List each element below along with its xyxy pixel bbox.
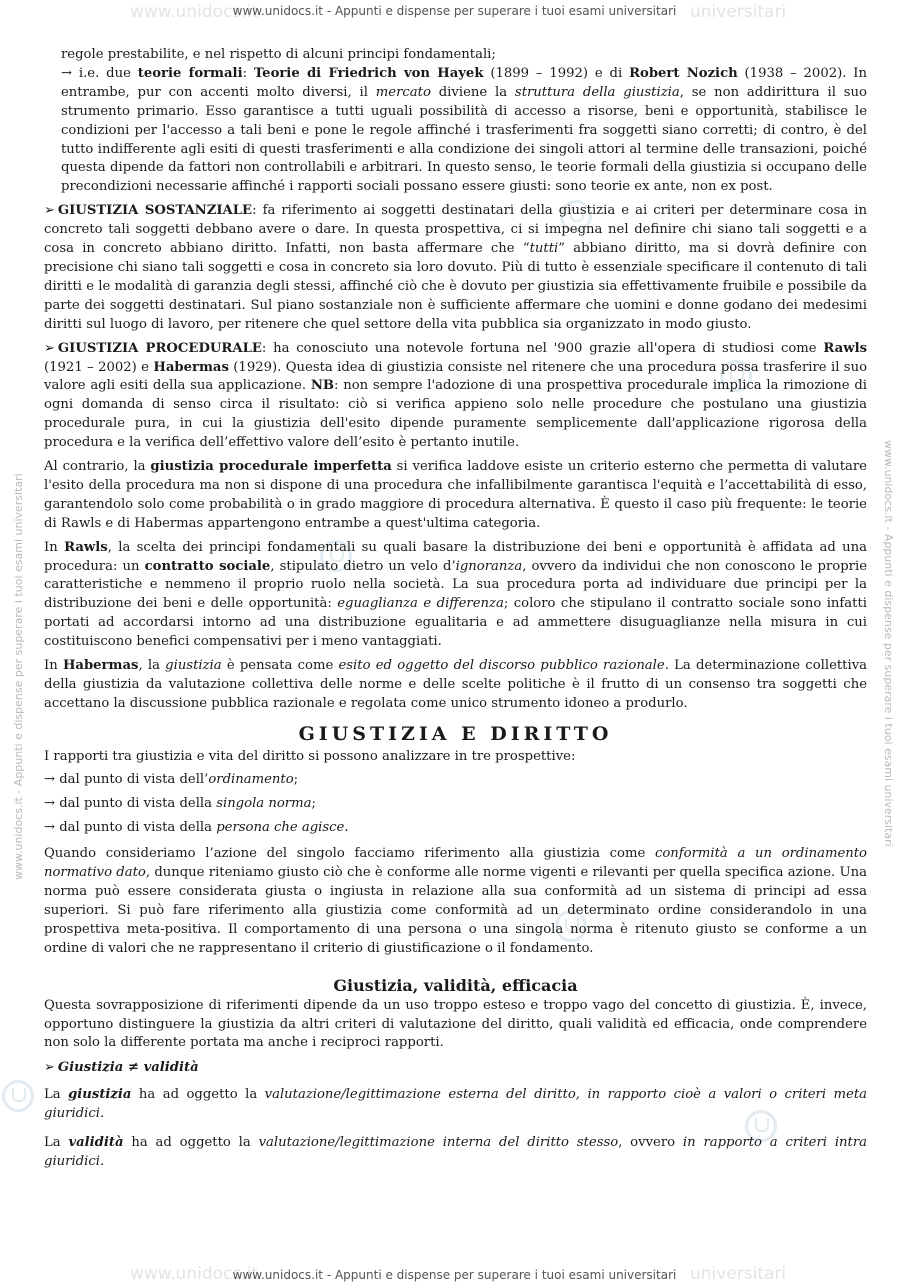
paragraph-rawls: In Rawls, la scelta dei principi fondamentali su quali basare la distribuzione dei beni e opportunità è affidata ad una procedura: un contratto sociale, stipulato dietro un velo d’ignoranza, ovvero da individui che non conoscono le proprie caratteristiche e nemmeno il proprio ruolo nella società. La sua procedura porta ad individuare due principi per la distribuzione dei beni e delle opportunità: eguaglianza e differenza; coloro che stipulano il contratto sociale sono infatti portati ad accordarsi intorno ad una distribuzione egualitaria e ad ammettere disuguaglianze nella misura in cui costituiscono benefici compensativi per i meno vantaggiati. bbox=[44, 539, 868, 650]
paragraph-sovrapposizione: Questa sovrapposizione di riferimenti dipende da un uso troppo esteso e troppo vago del concetto di giustizia. È, invece, opportuno distinguere la giustizia da altri criteri di valutazione del diritto, quali validità ed efficacia, onde comprendere non solo la differente portata ma anche i reciproci rapporti. bbox=[44, 997, 867, 1051]
paragraph-giustizia-procedurale: ➢ GIUSTIZIA PROCEDURALE: ha conosciuto una notevole fortuna nel '900 grazie all'opera di studiosi come Rawls (1921 – 2002) e Habermas (1929). Questa idea di giustizia consiste nel ritenere che una procedura possa trasferire il suo valore agli esiti della sua applicazione. NB: non sempre l'adozione di una prospettiva procedurale implica la rimozione di ogni domanda di senso circa il risultato: ciò si verifica appieno solo nelle procedure che postulano una giustizia procedurale pura, in cui la giustizia dell'esito dipende puramente semplicemente dall'applicazione rigorosa della procedura e la verifica dell’effettivo valore dell’esito è pertanto inutile. bbox=[44, 340, 867, 453]
paragraph-conformita: Quando consideriamo l’azione del singolo facciamo riferimento alla giustizia come conformità a un ordinamento normativo dato, dunque riteniamo giusto ciò che è conforme alle norme vigenti e rilevanti per quella specifica azione. Una norma può essere considerata giusta o ingiusta in relazione alla sua conformità ad un sistema di principi ad essa superiori. Si può fare riferimento alla giustizia come conformità ad un determinato ordine considerandolo in una prospettiva meta-positiva. Il comportamento di una persona o una singola norma è ritenuto giusto se conforme a un ordine di valori che ne rappresentano il criterio di giustificazione o il fondamento. bbox=[44, 846, 867, 956]
list-item: → dal punto di vista dell’ordinamento; bbox=[44, 772, 299, 788]
paragraph-giustizia-sostanziale: ➢ GIUSTIZIA SOSTANZIALE: fa riferimento ai soggetti destinatari della giustizia e ai criteri per determinare cosa in concreto tali soggetti debbano avere o dare. In questa prospettiva, ci si impegna nel definire chi siano tali soggetti e a cosa in concreto abbiano diritto. Infatti, non basta affermare che “tutti” abbiano diritto, ma si dovrà definire con precisione chi siano tali soggetti e cosa in concreto sia loro dovuto. Più di tutto è essenziale specificare il contenuto di tali diritti e le modalità di garanzia degli stessi, affinché ciò che è dovuto per giustizia sia effettivamente fruibile e possibile da parte dei soggetti destinatari. Sul piano sostanziale non è sufficiente affermare che uomini e donne godano dei medesimi diritti sul luogo di lavoro, per ritenere che quel settore della vita pubblica sia organizzato in modo giusto. bbox=[44, 202, 867, 334]
paragraph-giustizia-def: La giustizia ha ad oggetto la valutazione/legittimazione esterna del diritto, in rapporto cioè a valori o criteri meta giuridici. bbox=[44, 1087, 868, 1122]
list-item: → dal punto di vista della persona che agisce. bbox=[44, 819, 349, 835]
subsection-heading: Giustizia, validità, efficacia bbox=[333, 975, 578, 995]
bullet-giustizia-validita: ➢ Giustizia ≠ validità bbox=[44, 1059, 867, 1078]
watermark-text: www.unidocs.it bbox=[130, 1264, 259, 1284]
list-item: → dal punto di vista della singola norma; bbox=[44, 796, 316, 811]
paragraph-formal-theories: → i.e. due teorie formali: Teorie di Friedrich von Hayek (1899 – 1992) e di Robert Nozich (1938 – 2002). In entrambe, pur con accenti molto diversi, il mercato diviene la struttura della giustizia, se non addirittura il suo strumento primario. Esso garantisce a tutti uguali possibilità di accesso a risorse, beni e opportunità, stabilisce le condizioni per l'accesso a tali beni e pone le regole affinché i trasferimenti fra soggetti siano corretti; di contro, è del tutto indifferente agli esiti di questi trasferimenti e alla condizione dei singoli attori al termine delle transazioni, poiché questa dipende da fattori non controllabili e arbitrari. In questo senso, le teorie formali della giustizia si occupano delle precondizioni necessarie affinché i rapporti sociali possano essere giusti: sono teorie ex ante, non ex post. bbox=[61, 65, 867, 195]
paragraph: regole prestabilite, e nel rispetto di alcuni principi fondamentali; bbox=[61, 47, 496, 62]
watermark-text: universitari bbox=[690, 1264, 787, 1284]
watermark-text: www.unidocs.it bbox=[130, 2, 259, 22]
side-watermark-left: www.unidocs.it - Appunti e dispense per superare i tuoi esami universitari bbox=[12, 473, 25, 880]
side-watermark-right: www.unidocs.it - Appunti e dispense per superare i tuoi esami universitari bbox=[882, 440, 895, 847]
list-intro: I rapporti tra giustizia e vita del diritto si possono analizzare in tre prospettive: bbox=[44, 748, 576, 764]
paragraph-validita-def: La validità ha ad oggetto la valutazione/legittimazione interna del diritto stesso, ovvero in rapporto a criteri intra giuridici. bbox=[44, 1135, 868, 1169]
page-header: www.unidocs.it - Appunti e dispense per superare i tuoi esami universitari bbox=[232, 4, 677, 18]
paragraph-habermas: In Habermas, la giustizia è pensata come esito ed oggetto del discorso pubblico razionale. La determinazione collettiva della giustizia da valutazione collettiva delle norme e delle scelte politiche è il frutto di un consenso tra soggetti che accettano la discussione pubblica razionale e regolata come unico strumento idoneo a produrlo. bbox=[44, 658, 868, 711]
page-footer: www.unidocs.it - Appunti e dispense per superare i tuoi esami universitari bbox=[232, 1268, 677, 1282]
watermark-text: universitari bbox=[690, 2, 787, 22]
paragraph-procedurale-imperfetta: Al contrario, la giustizia procedurale imperfetta si verifica laddove esiste un criterio esterno che permetta di valutare l'esito della procedura ma non si dispone di una procedura che infallibilmente garantisca l'equità e l’accettabilità di esso, garantendolo solo come probabilità o in grado maggiore di procedura alternativa. È questo il caso più frequente: le teorie di Rawls e di Habermas appartengono entrambe a quest'ultima categoria. bbox=[44, 459, 867, 531]
watermark-logo-icon bbox=[2, 1080, 34, 1112]
section-heading: GIUSTIZIA E DIRITTO bbox=[298, 722, 613, 745]
document-body bbox=[44, 46, 867, 1177]
